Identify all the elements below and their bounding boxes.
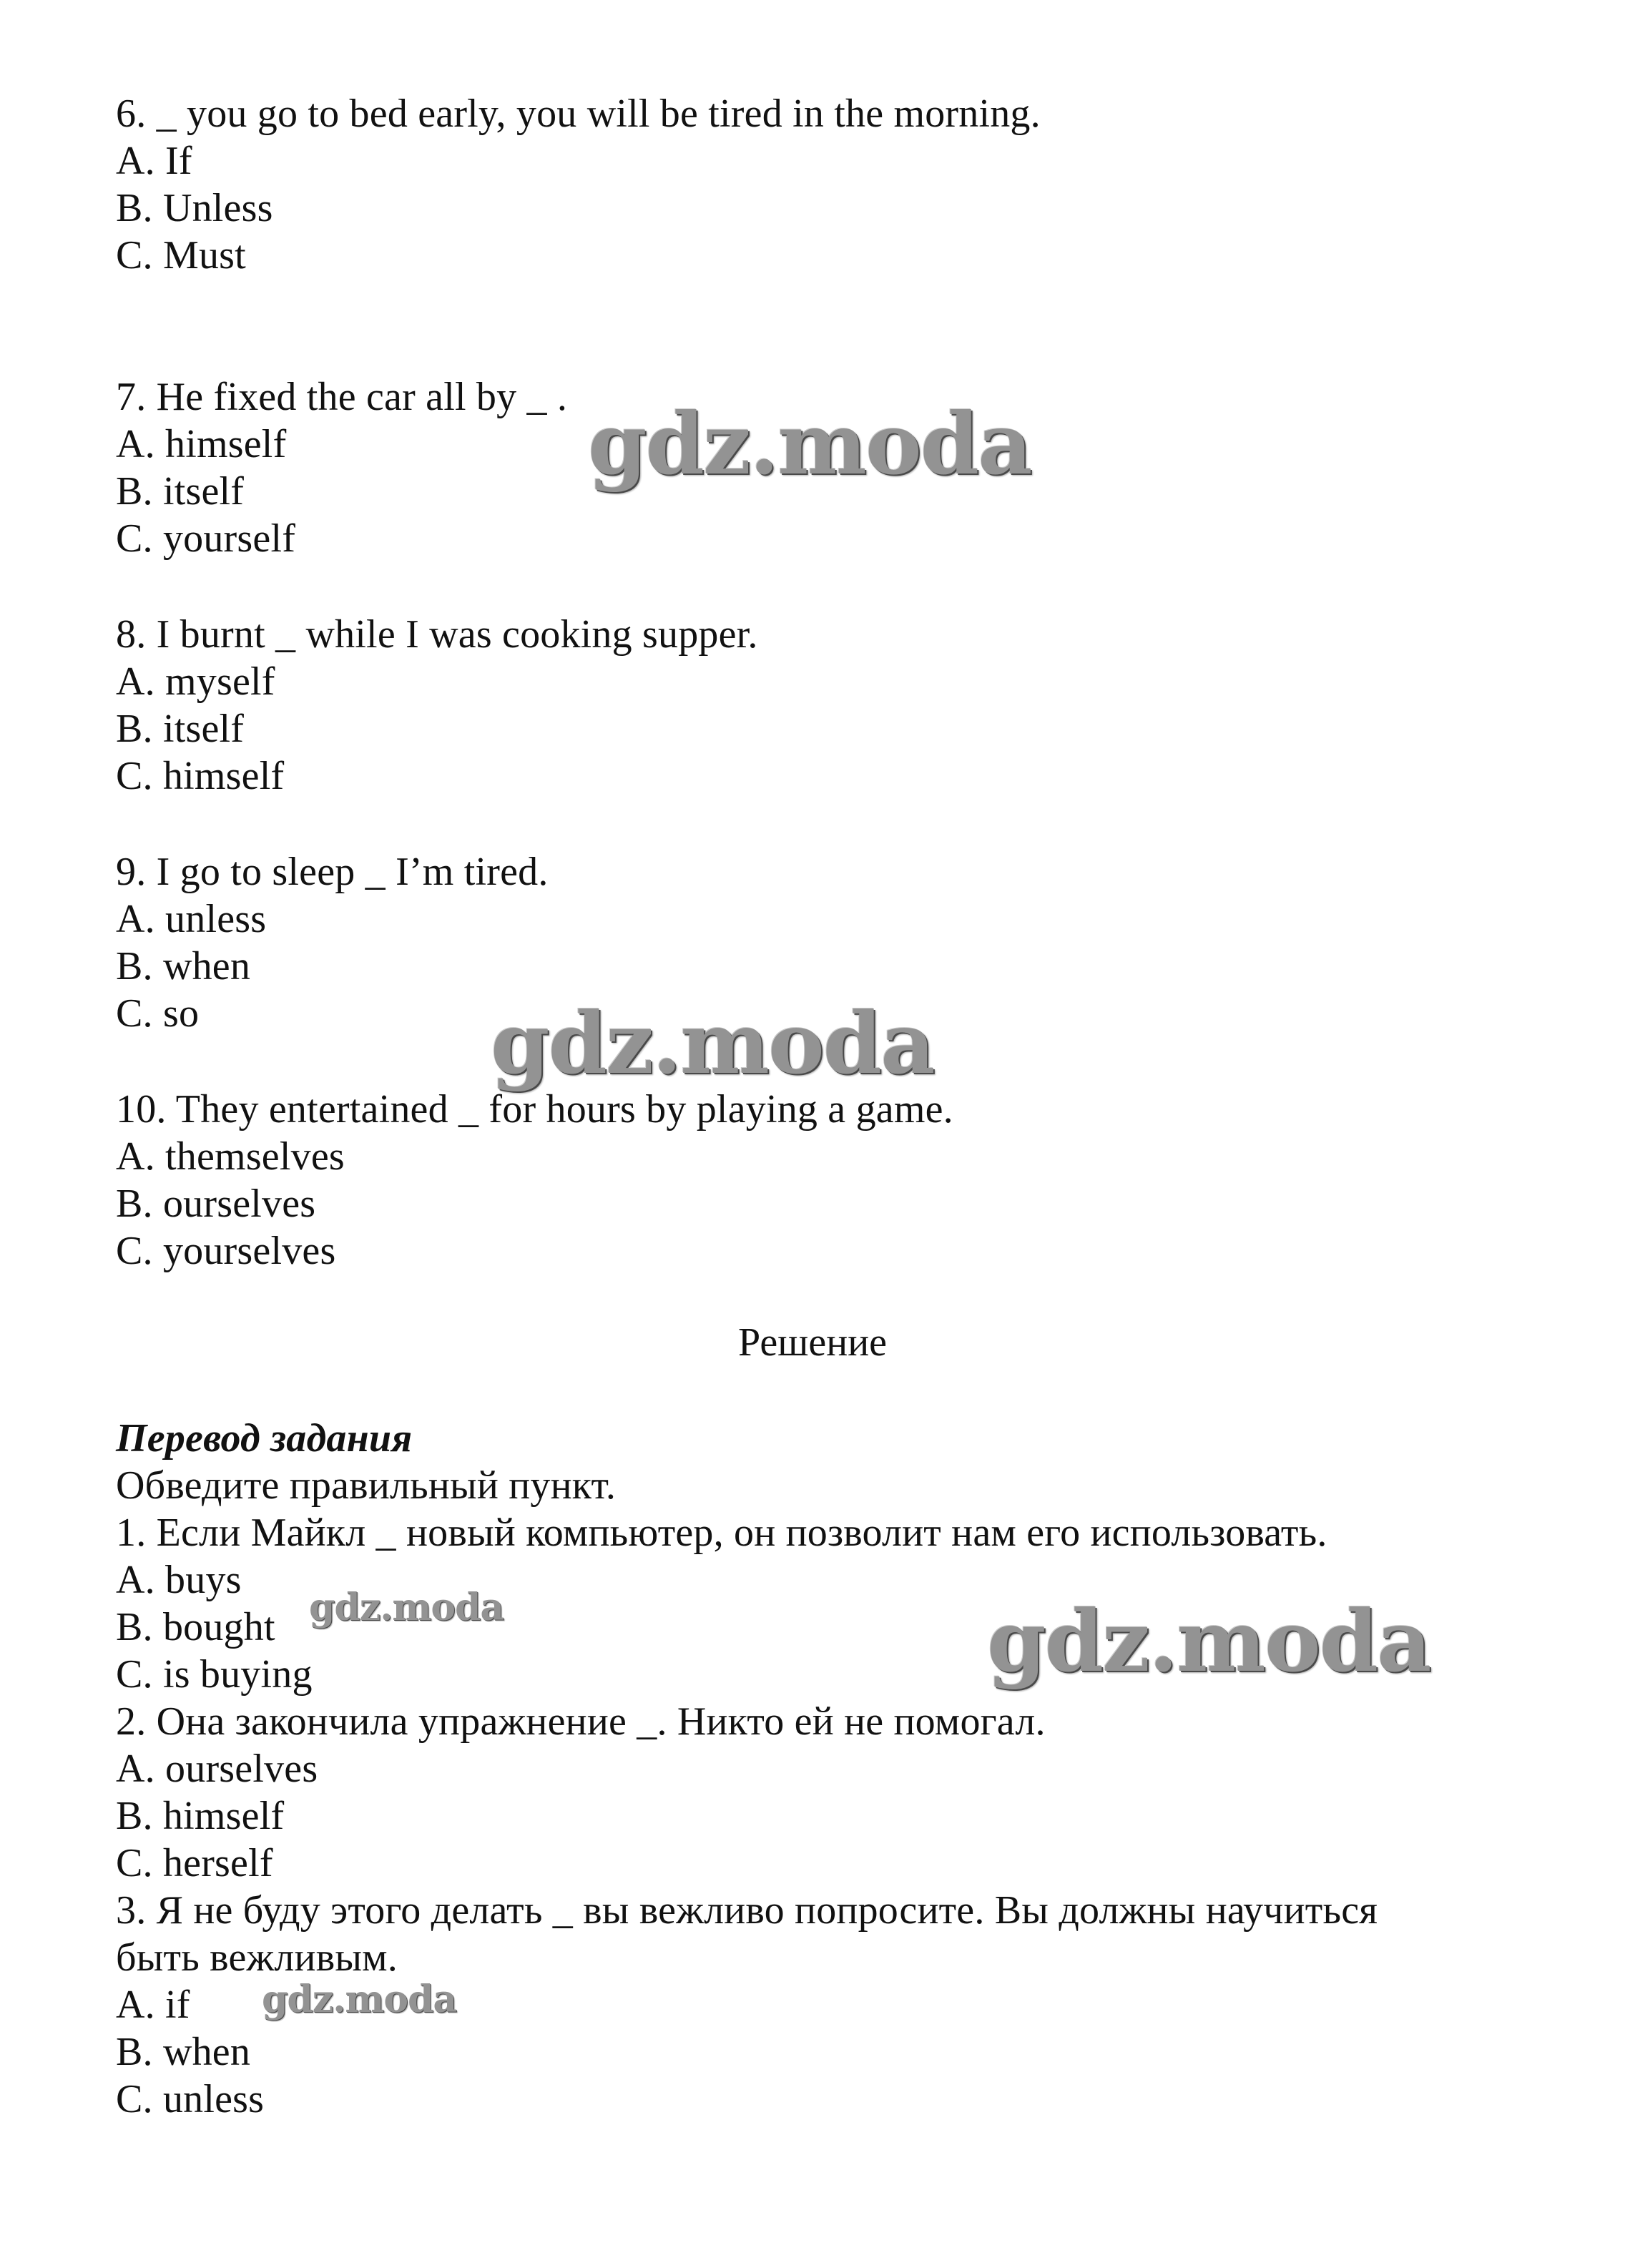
watermark-logo: gdz.moda [262,1978,457,2021]
translation-1-option-b: B. bought [116,1605,275,1649]
solution-heading: Решение [737,1320,888,1365]
question-6-option-b: B. Unless [116,186,273,230]
question-8-option-c: C. himself [116,754,285,798]
translation-2-option-b: B. himself [116,1794,285,1838]
question-9-option-b: B. when [116,944,251,988]
translation-3-option-c: C. unless [116,2077,265,2121]
translation-heading: Перевод задания [116,1416,413,1461]
translation-2-option-c: C. herself [116,1841,273,1885]
translation-3-text-line-2: быть вежливым. [116,1935,398,1980]
question-10-text: 10. They entertained _ for hours by playing a game. [116,1087,953,1131]
translation-instruction: Обведите правильный пункт. [116,1463,617,1508]
question-10-option-b: B. ourselves [116,1182,316,1226]
translation-3-option-a: A. if [116,1983,190,2027]
translation-3-text-line-1: 3. Я не буду этого делать _ вы вежливо попросите. Вы должны научиться [116,1888,1378,1933]
watermark-logo: gdz.moda [491,993,934,1093]
translation-1-text: 1. Если Майкл _ новый компьютер, он позволит нам его использовать. [116,1511,1327,1555]
translation-3-option-b: B. when [116,2030,251,2074]
question-6-option-c: C. Must [116,233,246,278]
question-7-option-c: C. yourself [116,516,296,561]
watermark-logo: gdz.moda [309,1586,504,1629]
question-9-text: 9. I go to sleep _ I’m tired. [116,850,549,894]
question-10-option-c: C. yourselves [116,1229,336,1273]
question-8-option-a: A. myself [116,659,275,704]
translation-1-option-c: C. is buying [116,1652,313,1697]
question-6-option-a: A. If [116,139,192,183]
question-7-option-b: B. itself [116,469,245,514]
question-6-text: 6. _ you go to bed early, you will be tired in the morning. [116,92,1041,136]
watermark-logo: gdz.moda [588,394,1031,494]
question-8-text: 8. I burnt _ while I was cooking supper. [116,612,758,657]
translation-1-option-a: A. buys [116,1558,242,1602]
translation-2-text: 2. Она закончила упражнение _. Никто ей не помогал. [116,1699,1046,1744]
question-10-option-a: A. themselves [116,1134,345,1179]
question-9-option-c: C. so [116,991,200,1036]
question-7-text: 7. He fixed the car all by _ . [116,375,568,419]
watermark-logo: gdz.moda [987,1591,1430,1691]
question-9-option-a: A. unless [116,897,267,941]
question-7-option-a: A. himself [116,422,287,466]
translation-2-option-a: A. ourselves [116,1747,318,1791]
question-8-option-b: B. itself [116,707,245,751]
